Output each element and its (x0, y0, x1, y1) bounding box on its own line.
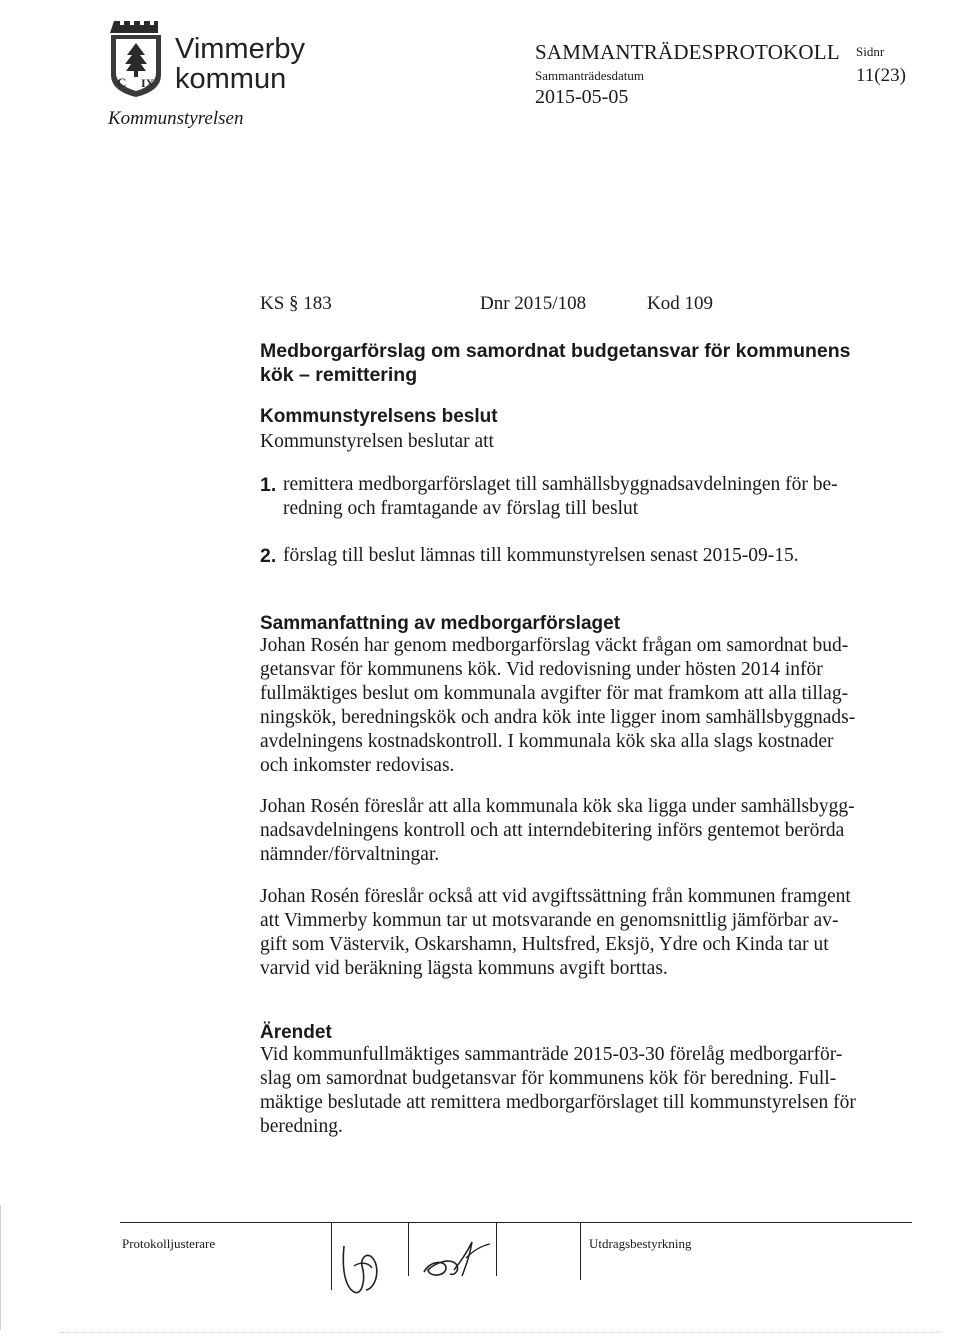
footer-divider (408, 1222, 409, 1276)
signature-initials-1-icon (338, 1236, 388, 1298)
fee-proposal-paragraph (260, 885, 860, 981)
decision-item-text-line: remittera medborgarförslaget till samhällsbyggnadsavdelningen för be- (283, 474, 838, 495)
paragraph-line: nadsavdelningens kontroll och att interndebitering införs gentemot berörda (260, 820, 845, 841)
department-name: Kommunstyrelsen (108, 108, 244, 129)
paragraph-line: Johan Rosén har genom medborgarförslag väckt frågan om samordnat bud- (260, 635, 849, 656)
decision-item-number: 2. (260, 545, 277, 567)
page-label: Sidnr (856, 44, 885, 59)
decision-item-2 (260, 544, 860, 568)
decision-heading: Kommunstyrelsens beslut (260, 406, 498, 427)
coat-of-arms-logo-icon (108, 19, 164, 99)
page-number: 11(23) (856, 65, 906, 86)
organization-name-line2: kommun (175, 63, 287, 95)
paragraph-line: nämnder/förvaltningar. (260, 844, 440, 865)
matter-paragraph (260, 1043, 860, 1139)
signature-initials-2-icon (416, 1236, 496, 1286)
paragraph-line: getansvar för kommunens kök. Vid redovisning under hösten 2014 inför (260, 659, 823, 680)
paragraph-line: avdelningens kostnadskontroll. I kommunala kök ska alla slags kostnader (260, 731, 834, 752)
paragraph-line: varvid vid beräkning lägsta kommuns avgift borttas. (260, 958, 668, 979)
scan-bottom-edge (60, 1332, 940, 1333)
matter-heading: Ärendet (260, 1022, 332, 1043)
paragraph-line: Johan Rosén föreslår att alla kommunala kök ska ligga under samhällsbygg- (260, 796, 855, 817)
proposal-paragraph (260, 795, 860, 867)
summary-heading: Sammanfattning av medborgarförslaget (260, 613, 621, 634)
paragraph-line: Vid kommunfullmäktiges sammanträde 2015-03-30 förelåg medborgarför- (260, 1044, 843, 1065)
case-section: KS § 183 (260, 293, 332, 314)
case-kod: Kod 109 (647, 293, 713, 314)
svg-text:IX: IX (141, 76, 155, 90)
paragraph-line: gift som Västervik, Oskarshamn, Hultsfred, Eksjö, Ydre och Kinda tar ut (260, 934, 829, 955)
paragraph-line: fullmäktiges beslut om kommunala avgifter för mat framkom att alla tillag- (260, 683, 849, 704)
extract-certification-label: Utdragsbestyrkning (589, 1236, 692, 1251)
scan-edge-line (0, 1205, 1, 1330)
paragraph-line: ningskök, beredningskök och andra kök inte ligger inom samhällsbyggnads- (260, 707, 856, 728)
footer-divider (580, 1222, 581, 1280)
decision-item-number: 1. (260, 474, 277, 496)
decision-item-text-line: redning och framtagande av förslag till beslut (283, 498, 639, 519)
date-label: Sammanträdesdatum (535, 68, 645, 83)
footer-divider (496, 1222, 497, 1276)
organization-name (175, 34, 305, 94)
case-title-line2: kök – remittering (260, 364, 418, 386)
paragraph-line: beredning. (260, 1116, 343, 1137)
paragraph-line: och inkomster redovisas. (260, 755, 455, 776)
case-title-line1: Medborgarförslag om samordnat budgetansvar för kommunens (260, 340, 851, 362)
decision-item-1 (260, 473, 860, 521)
meeting-date: 2015-05-05 (535, 86, 629, 108)
paragraph-line: mäktige beslutade att remittera medborgarförslaget till kommunstyrelsen för (260, 1092, 856, 1113)
decision-item-text-line: förslag till beslut lämnas till kommunstyrelsen senast 2015-09-15. (283, 545, 799, 566)
paragraph-line: slag om samordnat budgetansvar för kommunens kök för beredning. Full- (260, 1068, 837, 1089)
decision-intro: Kommunstyrelsen beslutar att (260, 431, 494, 452)
case-dnr: Dnr 2015/108 (480, 293, 587, 314)
document-type: SAMMANTRÄDESPROTOKOLL (535, 40, 840, 64)
paragraph-line: Johan Rosén föreslår också att vid avgiftssättning från kommunen framgent (260, 886, 851, 907)
case-title (260, 339, 900, 387)
minutes-checker-label: Protokolljusterare (122, 1236, 216, 1251)
footer-divider (331, 1222, 332, 1290)
paragraph-line: att Vimmerby kommun tar ut motsvarande en genomsnittlig jämförbar av- (260, 910, 839, 931)
summary-paragraph (260, 634, 860, 778)
footer-rule (120, 1222, 912, 1223)
organization-name-line1: Vimmerby (175, 33, 305, 65)
svg-text:C: C (117, 75, 127, 90)
